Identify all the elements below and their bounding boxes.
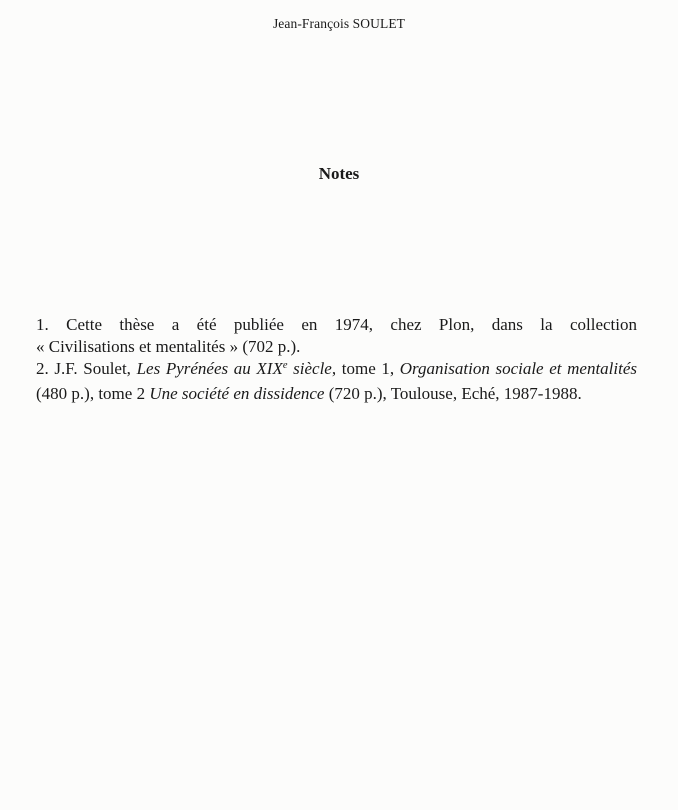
notes-list [36, 314, 637, 405]
note-1-number: 1. [36, 315, 49, 334]
note-2-mid-1: , tome 1, [331, 359, 400, 378]
notes-heading: Notes [318, 164, 360, 183]
note-2-title-a [137, 359, 332, 378]
note-1-text: Cette thèse a été publiée en 1974, chez Plon, dans la collection [66, 315, 638, 334]
note-2-title-a-sup: e [282, 360, 288, 372]
note-2-number: 2. [36, 359, 49, 378]
note-2-end: (720 p.), Toulouse, Eché, 1987-1988. [324, 384, 582, 403]
note-2-title-a-end: siècle [287, 359, 332, 378]
note-1-line-a [36, 314, 637, 336]
note-2-author: J.F. Soulet, [54, 359, 131, 378]
note-2-title-c: Une société en dissidence [149, 384, 325, 403]
note-2 [36, 358, 637, 405]
note-1 [36, 314, 637, 358]
note-2-title-a-text: Les Pyrénées au XIX [136, 359, 283, 378]
note-1-line-b: « Civilisations et mentalités » (702 p.). [36, 337, 301, 356]
running-head: Jean-François SOULET [272, 16, 406, 31]
note-2-mid-2: (480 p.), tome 2 [36, 384, 150, 403]
note-2-title-b: Organisation sociale et mentalités [399, 359, 638, 378]
note-2-text [36, 358, 637, 405]
